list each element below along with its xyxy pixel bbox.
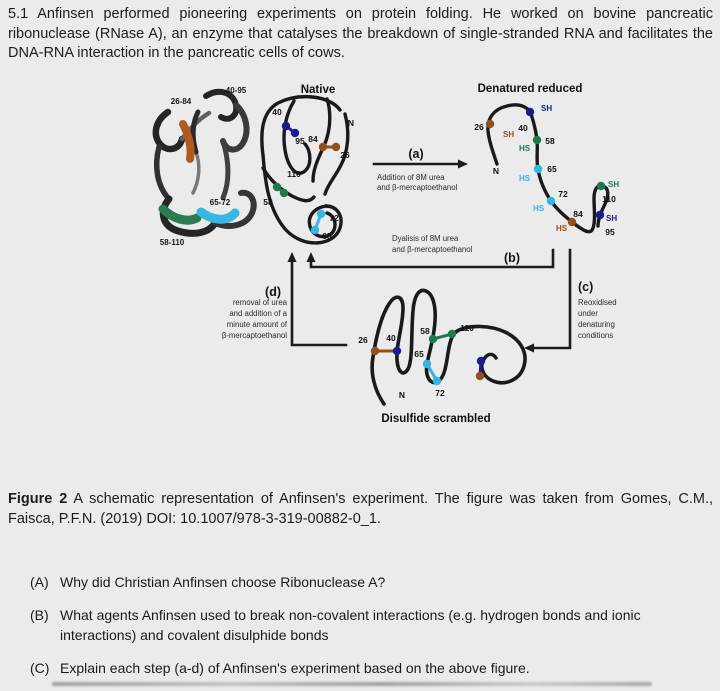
ribbon-label-65-72: 65-72 (209, 198, 231, 207)
question-b (30, 605, 714, 645)
step-c-text-line4: conditions (578, 331, 614, 340)
denatured-sh-95: SH (606, 214, 618, 223)
scrambled-residue-26: 26 (358, 335, 368, 345)
native-bond-58-110 (273, 183, 288, 197)
denatured-sh-26: SH (503, 130, 515, 139)
scrambled-n-terminus: N (398, 390, 406, 400)
step-d-text-line4: β-mercaptoethanol (221, 331, 287, 340)
step-b (307, 234, 554, 267)
step-b-text-line2: and β-mercaptoethanol (392, 245, 473, 254)
ribbon-bond-58-110-highlight (163, 209, 197, 220)
denatured-dot-58 (533, 136, 541, 144)
step-a-label: (a) (408, 147, 424, 161)
denatured-residue-65: 65 (547, 164, 557, 174)
question-a (30, 572, 714, 592)
question-a-text: Why did Christian Anfinsen choose Ribonuclease A? (60, 574, 386, 590)
denatured-sh-40: SH (541, 104, 553, 113)
step-d-arrowhead (288, 252, 297, 262)
step-c (524, 250, 617, 353)
scrambled-residue-40: 40 (386, 333, 396, 343)
step-d-text-line2: and addition of a (229, 309, 287, 318)
step-b-label: (b) (504, 251, 520, 265)
figure-caption-text: A schematic representation of Anfinsen's experiment. The figure was taken from Gomes, C.M., Faisca, P.F.N. (2019) DOI: 10.1007/978-3-319-00882-0_1. (8, 491, 713, 527)
ribbon-label-40-95: 40-95 (225, 86, 247, 95)
step-a-text-line1: Addition of 8M urea (377, 173, 445, 182)
step-a-text-line2: and β-mercaptoethanol (377, 183, 458, 192)
denatured-dot-110 (597, 182, 605, 190)
ribbon-structure (156, 86, 254, 247)
denatured-hs-84: HS (556, 224, 568, 233)
questions-list (30, 572, 714, 691)
question-b-label: (B) (30, 607, 49, 623)
denatured-dot-26 (486, 120, 494, 128)
denatured-hs-72: HS (533, 204, 545, 213)
step-d-text-line3: minute amount of (226, 320, 287, 329)
question-c-text: Explain each step (a-d) of Anfinsen's experiment based on the above figure. (60, 660, 530, 676)
step-a-arrowhead (458, 160, 468, 169)
native-residue-26: 26 (340, 150, 350, 160)
denatured-structure (474, 83, 619, 237)
step-c-text-line3: denaturing (578, 320, 615, 329)
step-c-text-line2: under (578, 309, 598, 318)
native-residue-58: 58 (263, 197, 273, 207)
denatured-sh-110: SH (608, 180, 620, 189)
denatured-dot-65 (534, 165, 542, 173)
ribbon-label-26-84: 26-84 (170, 97, 192, 106)
denatured-residue-26: 26 (474, 122, 484, 132)
denatured-residue-84: 84 (573, 209, 583, 219)
step-c-label: (c) (578, 280, 594, 294)
scrambled-residue-110: 110 (460, 323, 474, 333)
step-c-text-line1: Reoxidised (578, 298, 617, 307)
step-b-arrowhead (307, 252, 316, 262)
denatured-title: Denatured reduced (477, 83, 583, 95)
denatured-residue-72: 72 (558, 189, 568, 199)
denatured-residue-110: 110 (602, 194, 616, 204)
denatured-residue-40: 40 (518, 123, 528, 133)
intro-paragraph: 5.1 Anfinsen performed pioneering experiments on protein folding. He worked on bovine pancreatic ribonuclease (RNase A), an enzyme that catalyses the breakdown of single-stranded RNA and facilitates the DNA-RNA interaction in the pancreatic cells of cows. (8, 6, 713, 61)
question-b-text: What agents Anfinsen used to break non-covalent interactions (e.g. hydrogen bonds and ionic interactions) and covalent disulphide bonds (60, 607, 641, 643)
denatured-n-terminus: N (492, 166, 500, 176)
scrambled-residue-58: 58 (420, 326, 430, 336)
denatured-dot-40 (526, 108, 534, 116)
native-residue-40: 40 (272, 107, 282, 117)
figure-caption (8, 489, 713, 529)
scrambled-residue-65: 65 (414, 349, 424, 359)
native-title: Native (300, 84, 336, 96)
native-structure (262, 84, 354, 243)
native-residue-84: 84 (308, 134, 318, 144)
denatured-dot-84 (568, 218, 576, 226)
native-residue-95: 95 (295, 136, 305, 146)
native-bond-26-84 (319, 143, 340, 151)
scrambled-title: Disulfide scrambled (381, 413, 491, 425)
step-d-text-line1: removal of urea (232, 298, 287, 307)
native-residue-65: 65 (322, 231, 332, 241)
scrambled-bond-26-40 (371, 347, 401, 355)
scrambled-structure (358, 290, 525, 425)
question-c-label: (C) (30, 660, 50, 676)
denatured-hs-58: HS (519, 144, 531, 153)
native-residue-72: 72 (329, 213, 339, 223)
denatured-hs-65: HS (519, 174, 531, 183)
ribbon-label-58-110: 58-110 (159, 238, 185, 247)
denatured-residue-95: 95 (605, 227, 615, 237)
native-residue-110: 110 (287, 169, 301, 179)
step-a (374, 147, 468, 192)
step-b-text-line1: Dyalisis of 8M urea (392, 234, 459, 243)
figure-caption-number: Figure 2 (8, 491, 68, 507)
step-d-label: (d) (265, 285, 281, 299)
cutoff-text-strip (52, 682, 652, 686)
denatured-dot-95 (596, 211, 604, 219)
question-c (30, 658, 714, 678)
denatured-residue-58: 58 (545, 136, 555, 146)
ribbon-bond-65-72-highlight (201, 212, 235, 219)
denatured-dot-72 (547, 197, 555, 205)
scrambled-residue-72: 72 (435, 388, 445, 398)
question-a-label: (A) (30, 574, 49, 590)
native-n-terminus: N (347, 118, 355, 128)
